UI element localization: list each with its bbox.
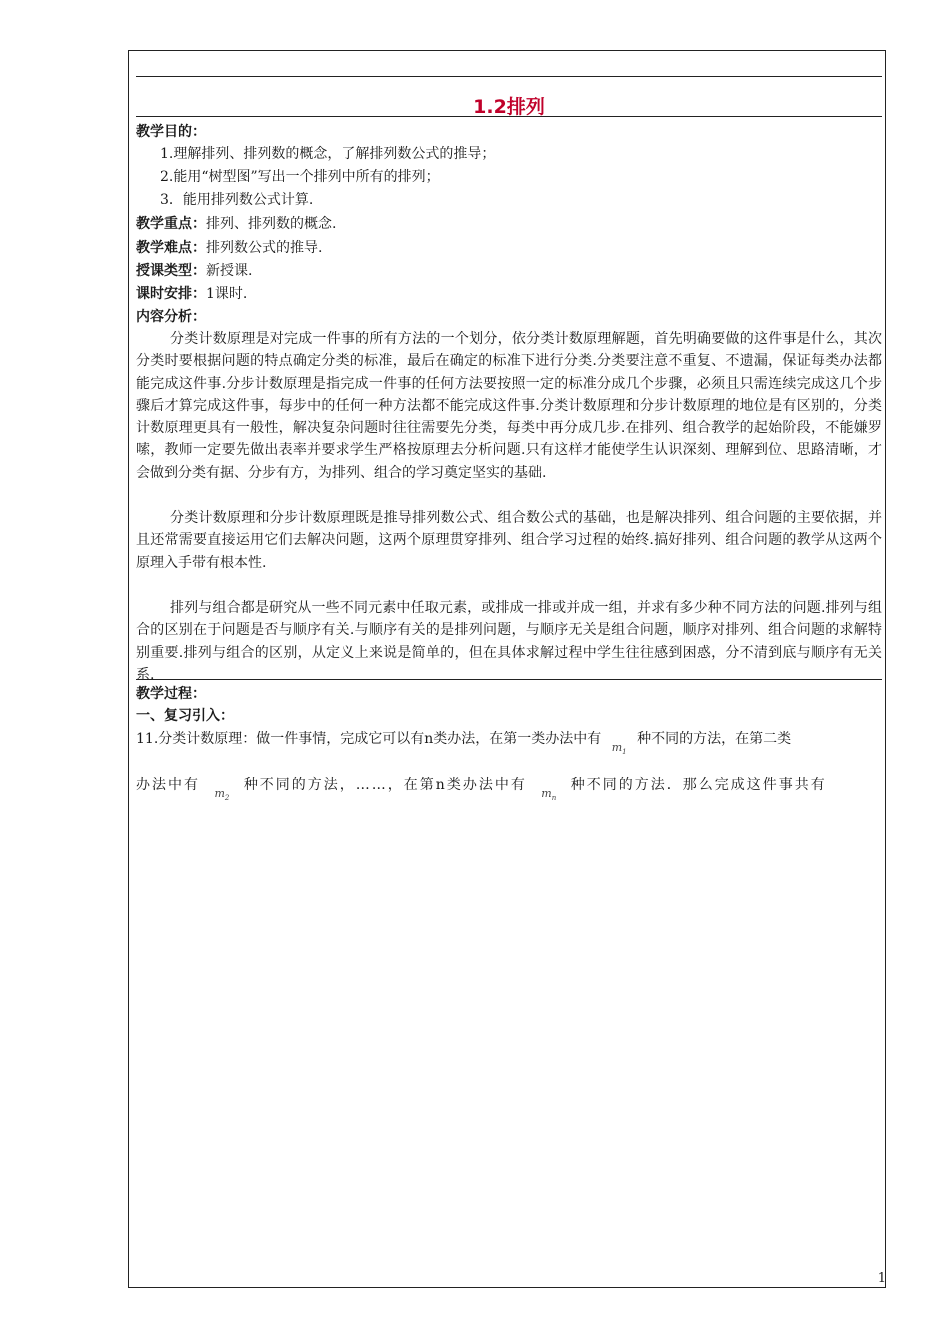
objectives-heading: 教学目的： bbox=[136, 124, 206, 140]
focus-row bbox=[136, 213, 882, 235]
top-rule bbox=[136, 76, 882, 77]
hours-label: 课时安排： bbox=[136, 286, 206, 302]
section-rule bbox=[136, 679, 882, 680]
type-row bbox=[136, 260, 882, 282]
analysis-paragraph: 排列与组合都是研究从一些不同元素中任取元素，或排成一排或并成一组，并求有多少种不同方法的问题.排列与组合的区别在于问题是否与顺序有关.与顺序有关的是排列问题，与顺序无关是组合问题，顺序对排列、组合问题的求解特别重要.排列与组合的区别，从定义上来说是简单的，但在具体求解过程中学生往往感到困惑，分不清到底与顺序有无关系. bbox=[136, 600, 882, 683]
mn-symbol: mn bbox=[541, 787, 557, 803]
difficulty-text: 排列数公式的推导. bbox=[206, 240, 323, 256]
page-number: 1 bbox=[877, 1271, 886, 1286]
objective-item: 2.能用“树型图”写出一个排列中所有的排列； bbox=[160, 169, 440, 185]
principle-text: 种不同的方法，在第二类 bbox=[637, 731, 792, 747]
objective-item: 3．能用排列数公式计算. bbox=[160, 192, 314, 208]
type-text: 新授课. bbox=[206, 263, 253, 279]
principle-line-1 bbox=[136, 728, 882, 755]
principle-text: 种不同的方法．那么完成这件事共有 bbox=[570, 777, 827, 793]
objective-item: 1.理解排列、排列数的概念，了解排列数公式的推导； bbox=[160, 146, 496, 162]
m1-symbol: m1 bbox=[611, 741, 627, 757]
hours-text: 1课时. bbox=[206, 286, 248, 302]
principle-text: 11.分类计数原理：做一件事情，完成它可以有n类办法，在第一类办法中有 bbox=[136, 731, 602, 747]
principle-text: 种不同的方法，……，在第n类办法中有 bbox=[243, 777, 527, 793]
process-heading: 教学过程： bbox=[136, 686, 206, 702]
type-label: 授课类型： bbox=[136, 263, 206, 279]
difficulty-row bbox=[136, 237, 882, 259]
page-title: 1.2排列 bbox=[473, 96, 545, 118]
m2-symbol: m2 bbox=[214, 787, 230, 803]
principle-text: 办法中有 bbox=[136, 777, 200, 793]
difficulty-label: 教学难点： bbox=[136, 240, 206, 256]
analysis-paragraph: 分类计数原理是对完成一件事的所有方法的一个划分，依分类计数原理解题，首先明确要做的这件事是什么，其次分类时要根据问题的特点确定分类的标准，最后在确定的标准下进行分类.分类要注意不重复、不遗漏，保证每类办法都能完成这件事.分步计数原理是指完成一件事的任何方法要按照一定的标准分成几个步骤，必须且只需连续完成这几个步骤后才算完成这件事，每步中的任何一种方法都不能完成这件事.分类计数原理和分步计数原理的地位是有区别的，分类计数原理更具有一般性，解决复杂问题时往往需要先分类，每类中再分成几步.在排列、组合教学的起始阶段，不能嫌罗嗦，教师一定要先做出表率并要求学生严格按原理去分析问题.只有这样才能使学生认识深刻、理解到位、思路清晰，才会做到分类有据、分步有方，为排列、组合的学习奠定坚实的基础. bbox=[136, 331, 882, 481]
analysis-paragraph: 分类计数原理和分步计数原理既是推导排列数公式、组合数公式的基础，也是解决排列、组合问题的主要依据，并且还常需要直接运用它们去解决问题，这两个原理贯穿排列、组合学习过程的始终.搞好排列、组合问题的教学从这两个原理入手带有根本性. bbox=[136, 510, 882, 571]
title-rule bbox=[136, 116, 882, 117]
hours-row bbox=[136, 283, 882, 305]
review-heading: 一、复习引入： bbox=[136, 708, 234, 724]
focus-text: 排列、排列数的概念. bbox=[206, 216, 337, 232]
analysis-heading: 内容分析： bbox=[136, 309, 206, 325]
focus-label: 教学重点： bbox=[136, 216, 206, 232]
principle-line-2 bbox=[136, 774, 882, 801]
